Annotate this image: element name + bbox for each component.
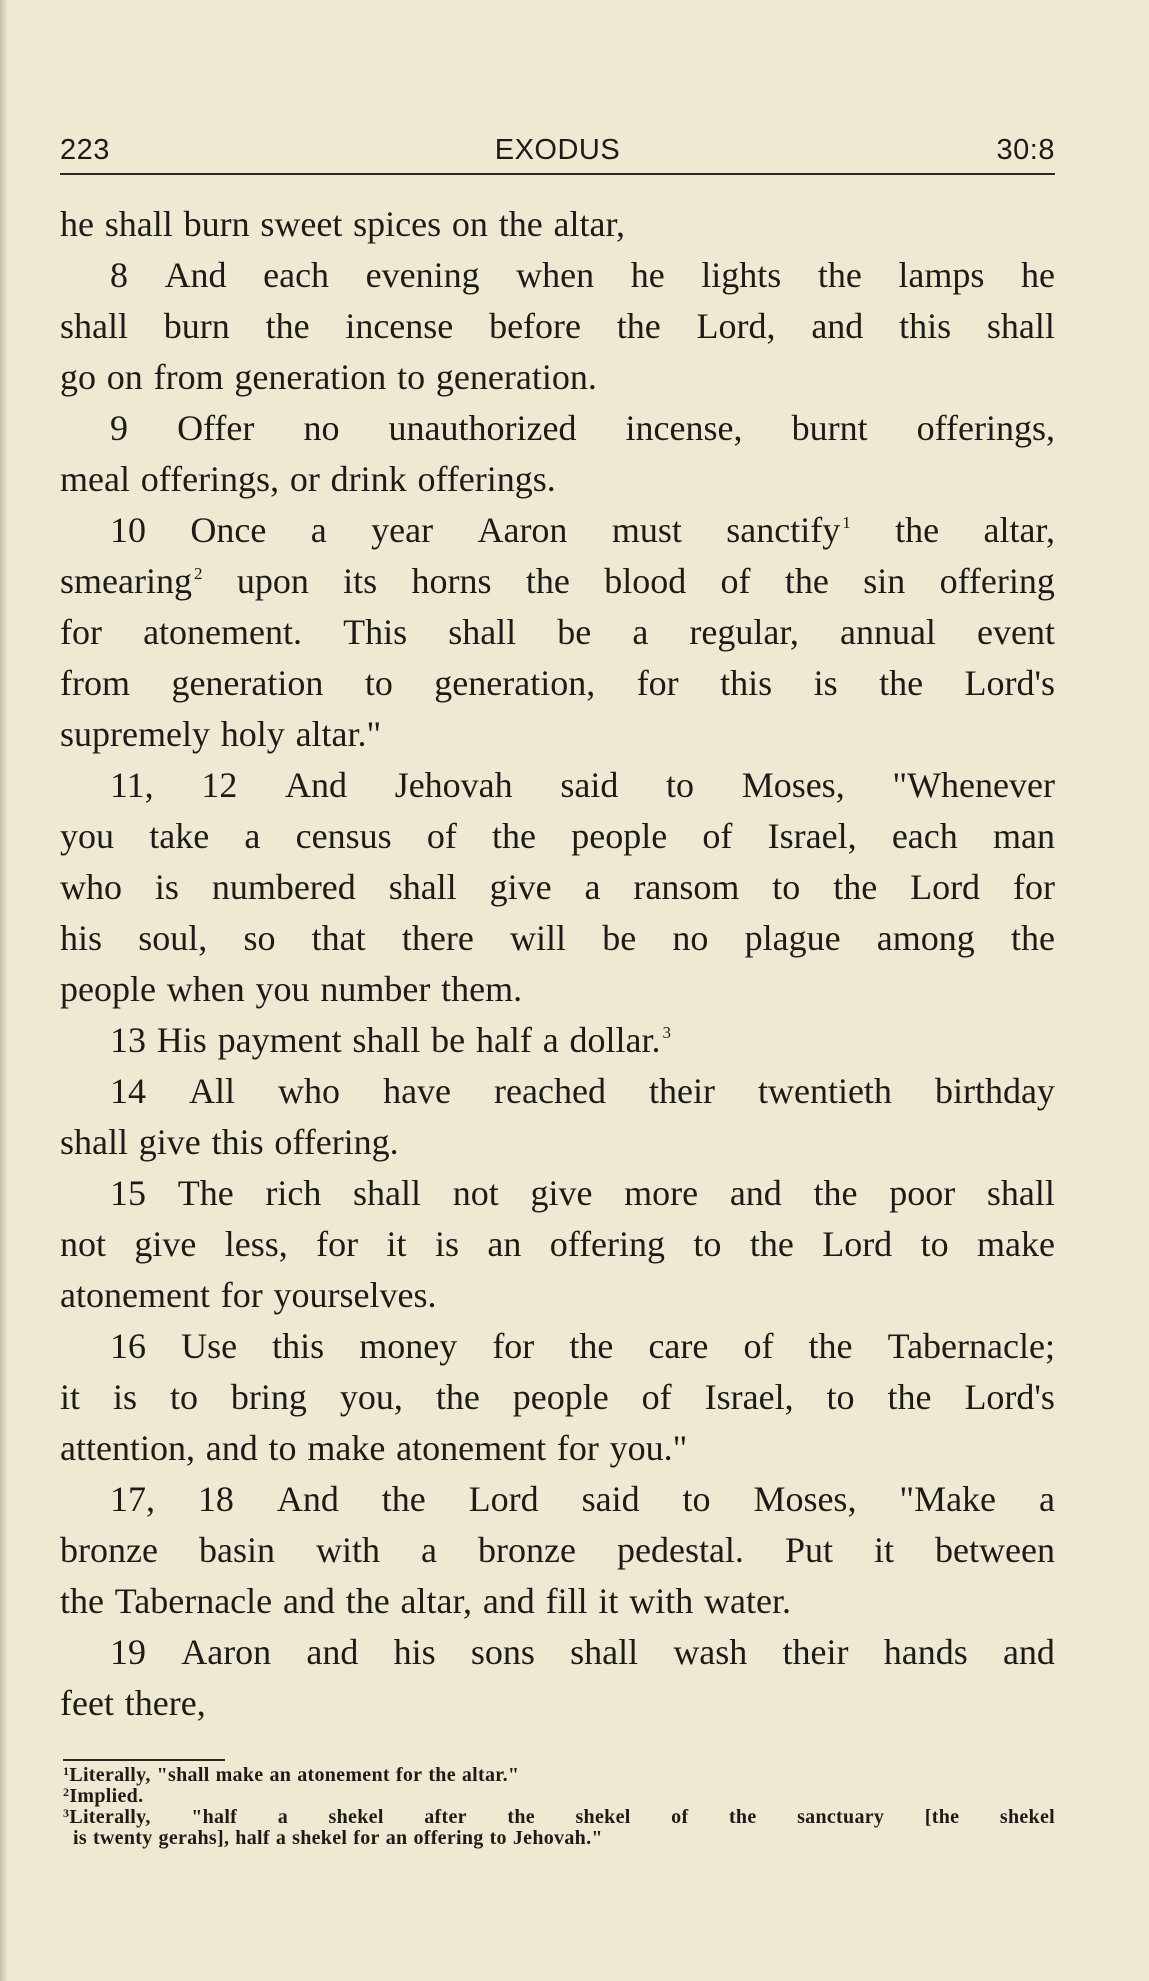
footnote-line: $^3$Literally, "half a shekel after the shekel of the sanctuary [the shekel	[63, 1806, 1055, 1828]
footnote-marker: 3	[662, 1023, 671, 1042]
text-line: smearing $^2$ upon its horns the blood of the sin offering	[60, 561, 1055, 601]
text-line: 13 His payment shall be half a dollar. $^3$	[110, 1020, 671, 1060]
text-line: you take a census of the people of Israel, each man	[60, 816, 1055, 856]
text-line: it is to bring you, the people of Israel, to the Lord's	[60, 1377, 1055, 1417]
text-line: attention, and to make atonement for you."	[60, 1428, 688, 1468]
footnote-marker: 2	[193, 564, 203, 583]
text-line: people when you number them.	[60, 969, 523, 1009]
footnote-marker: 3	[63, 1806, 70, 1820]
text-line: 10 Once a year Aaron must sanctify $^1$ the altar,	[110, 510, 1055, 550]
footnote-line: $^2$Implied.	[63, 1785, 144, 1807]
text-line: 8 And each evening when he lights the lamps he	[110, 255, 1055, 295]
page-edge-shadow	[0, 0, 8, 1981]
footnote-line: is twenty gerahs], half a shekel for an offering to Jehovah."	[73, 1827, 603, 1849]
text-line: who is numbered shall give a ransom to the Lord for	[60, 867, 1055, 907]
book-title: EXODUS	[494, 134, 621, 166]
chapter-verse-reference: 30:8	[996, 134, 1055, 166]
page-number: 223	[60, 134, 110, 166]
text-line: shall give this offering.	[60, 1122, 399, 1162]
scripture-text	[60, 199, 1055, 1729]
text-line: meal offerings, or drink offerings.	[60, 459, 556, 499]
footnote-marker: 1	[842, 513, 851, 532]
text-line: go on from generation to generation.	[60, 357, 597, 397]
header-rule	[60, 173, 1055, 175]
text-line: not give less, for it is an offering to the Lord to make	[60, 1224, 1055, 1264]
text-line: 17, 18 And the Lord said to Moses, "Make a	[110, 1479, 1055, 1519]
footnote-rule	[63, 1759, 225, 1761]
text-line: 19 Aaron and his sons shall wash their hands and	[110, 1632, 1055, 1672]
text-line: his soul, so that there will be no plague among the	[60, 918, 1055, 958]
text-line: 15 The rich shall not give more and the poor shall	[110, 1173, 1055, 1213]
text-line: bronze basin with a bronze pedestal. Put it between	[60, 1530, 1055, 1570]
footnote-marker: 1	[63, 1764, 70, 1778]
text-line: supremely holy altar."	[60, 714, 382, 754]
text-line: 16 Use this money for the care of the Tabernacle;	[110, 1326, 1055, 1366]
text-line: for atonement. This shall be a regular, annual event	[60, 612, 1055, 652]
footnote-line: $^1$Literally, "shall make an atonement for the altar."	[63, 1764, 520, 1786]
text-line: atonement for yourselves.	[60, 1275, 437, 1315]
text-line: from generation to generation, for this is the Lord's	[60, 663, 1055, 703]
footnote-marker: 2	[63, 1785, 70, 1799]
running-header	[60, 128, 1055, 172]
text-line: he shall burn sweet spices on the altar,	[60, 204, 626, 244]
text-line: 11, 12 And Jehovah said to Moses, "Whenever	[110, 765, 1055, 805]
text-line: 9 Offer no unauthorized incense, burnt offerings,	[110, 408, 1055, 448]
text-line: the Tabernacle and the altar, and fill it with water.	[60, 1581, 791, 1621]
text-line: 14 All who have reached their twentieth birthday	[110, 1071, 1055, 1111]
text-line: shall burn the incense before the Lord, and this shall	[60, 306, 1055, 346]
footnotes	[63, 1765, 1055, 1849]
text-line: feet there,	[60, 1683, 206, 1723]
